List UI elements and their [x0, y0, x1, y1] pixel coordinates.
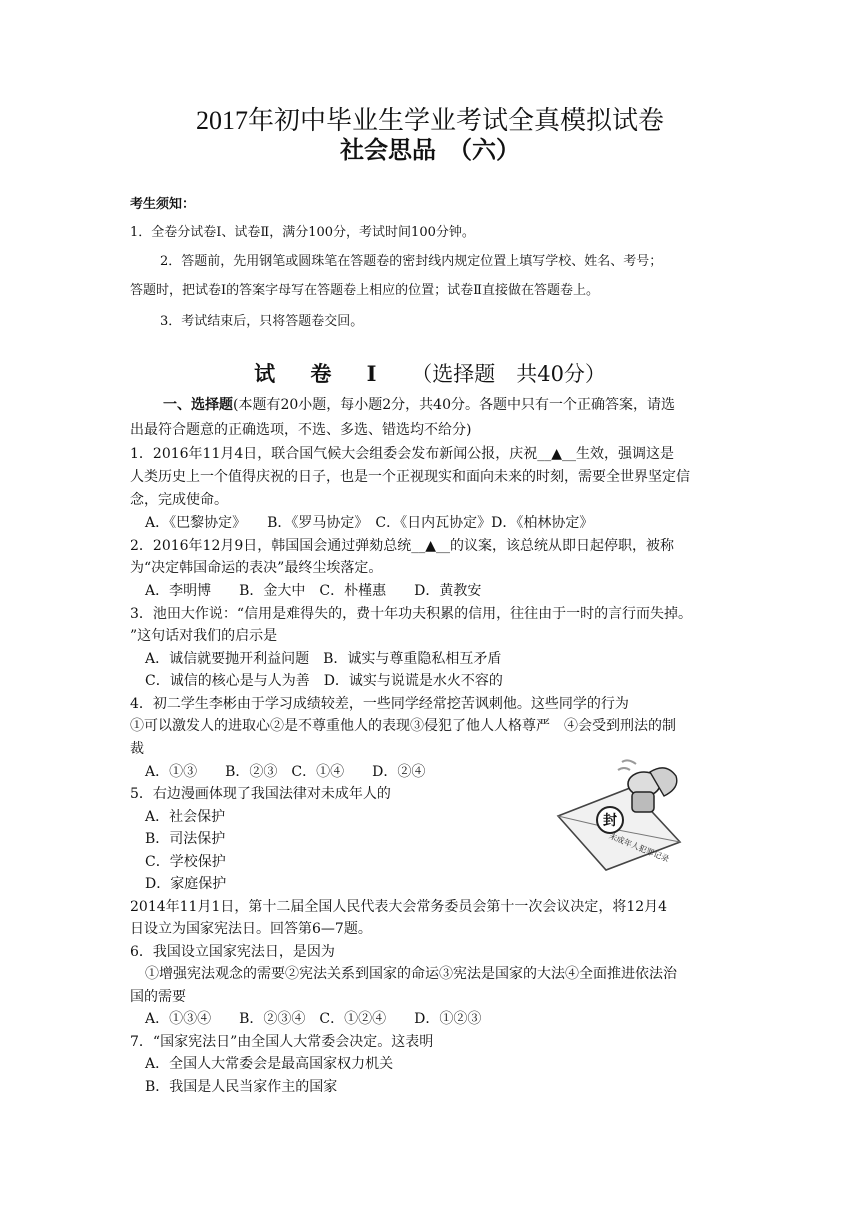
part1-instr-2: 出最符合题意的正确选项，不选、多选、错选均不给分)	[130, 422, 472, 438]
notice-item-2: 2．答题前，先用钢笔或圆珠笔在答题卷的密封线内规定位置上填写学校、姓名、考号；	[160, 254, 663, 269]
section-title	[0, 358, 860, 388]
exam-title: 2017年初中毕业生学业考试全真模拟试卷	[195, 106, 664, 135]
q5-line-1: 5．右边漫画体现了我国法律对未成年人的	[130, 786, 391, 802]
exam-subtitle: 社会思品 （六）	[340, 135, 520, 164]
q5-option-b: B．司法保护	[145, 831, 226, 847]
q4-options: A．①③ B．②③ C．①④ D．②④	[145, 764, 426, 780]
q5-option-c: C．学校保护	[145, 854, 226, 870]
q4-line-2: ①可以激发人的进取心②是不尊重他人的表现③侵犯了他人人格尊严 ④会受到刑法的制	[130, 718, 676, 734]
q6-line-2: ①增强宪法观念的需要②宪法关系到国家的命运③宪法是国家的大法④全面推进依法治	[145, 966, 677, 982]
q5-option-a: A．社会保护	[145, 809, 226, 825]
notice-item-1: 1．全卷分试卷Ⅰ、试卷Ⅱ，满分100分，考试时间100分钟。	[130, 225, 475, 240]
notice-item-3: 3．考试结束后，只将答题卷交回。	[160, 314, 364, 329]
q2-line-2: 为“决定韩国命运的表决”最终尘埃落定。	[130, 560, 383, 576]
q6-options: A．①③④ B．②③④ C．①②④ D．①②③	[145, 1011, 482, 1027]
q7-option-b: B．我国是人民当家作主的国家	[145, 1079, 338, 1095]
q3-line-2: ”这句话对我们的启示是	[130, 628, 278, 644]
q3-options-1: A．诚信就要抛开利益问题 B．诚实与尊重隐私相互矛盾	[145, 651, 502, 667]
q6-line-3: 国的需要	[130, 989, 186, 1005]
q4-line-1: 4．初二学生李彬由于学习成绩较差，一些同学经常挖苦讽刺他。这些同学的行为	[130, 696, 629, 712]
section-title-main: 试 卷 Ⅰ	[254, 361, 391, 386]
cartoon-seal-stamp	[597, 807, 623, 833]
cartoon-seal-char: 封	[603, 813, 617, 829]
notice-heading: 考生须知：	[130, 197, 196, 212]
part1-label: 一、选择题	[163, 397, 233, 413]
q6-line-1: 6．我国设立国家宪法日，是因为	[130, 944, 335, 960]
q1-line-1: 1．2016年11月4日，联合国气候大会组委会发布新闻公报，庆祝__▲__生效，强调这是	[130, 446, 675, 462]
cartoon-illustration	[552, 758, 684, 872]
part1-instr-1: (本题有20小题，每小题2分，共40分。各题中只有一个正确答案，请选	[233, 397, 675, 413]
context-line-1: 2014年11月1日，第十二届全国人民代表大会常务委员会第十一次会议决定，将12月4	[130, 899, 668, 915]
q2-options: A．李明博 B．金大中 C．朴槿惠 D．黄教安	[145, 583, 482, 599]
q1-options: A．《巴黎协定》 B．《罗马协定》 C．《日内瓦协定》D．《柏林协定》	[145, 515, 594, 531]
part1-instructions	[163, 394, 675, 414]
notice-item-2-cont: 答题时，把试卷Ⅰ的答案字母写在答题卷上相应的位置；试卷Ⅱ直接做在答题卷上。	[130, 283, 599, 298]
q1-line-2: 人类历史上一个值得庆祝的日子，也是一个正视现实和面向未来的时刻，需要全世界坚定信	[130, 469, 690, 485]
q4-line-3: 裁	[130, 741, 144, 757]
q3-line-1: 3．池田大作说：“信用是难得失的，费十年功夫积累的信用，往往由于一时的言行而失掉。	[130, 606, 693, 622]
q7-line-1: 7．“国家宪法日”由全国人大常委会决定。这表明	[130, 1034, 434, 1050]
q1-line-3: 念，完成使命。	[130, 492, 228, 508]
cartoon-envelope-label: 未成年人犯罪记录	[607, 831, 671, 864]
q7-option-a: A．全国人大常委会是最高国家权力机关	[145, 1056, 394, 1072]
context-line-2: 日设立为国家宪法日。回答第6—7题。	[130, 921, 372, 937]
q2-line-1: 2．2016年12月9日，韩国国会通过弹劾总统__▲__的议案，该总统从即日起停职，被称	[130, 538, 675, 554]
q3-options-2: C．诚信的核心是与人为善 D．诚实与说谎是水火不容的	[145, 673, 503, 689]
q5-option-d: D．家庭保护	[145, 876, 227, 892]
section-title-sub: （选择题 共40分）	[411, 362, 606, 386]
